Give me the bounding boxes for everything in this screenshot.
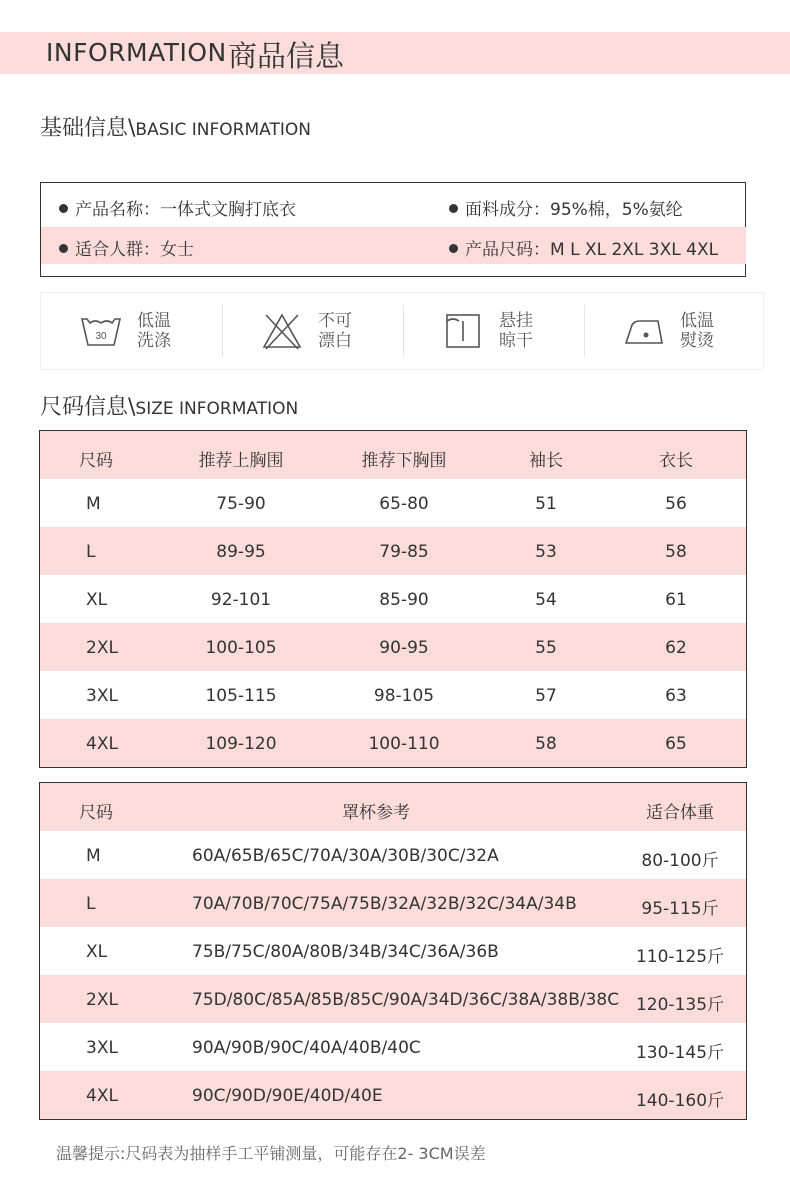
table-cell: 2XL: [86, 990, 118, 1010]
table-cell: 120-135斤: [635, 995, 725, 1015]
basic-info-item: [449, 195, 683, 220]
banner-title-en: INFORMATION: [46, 38, 227, 67]
basic-info-text: 适合人群：女士: [75, 240, 194, 260]
table-cell: M: [86, 494, 101, 514]
table-cell: 56: [665, 494, 687, 514]
table-cell: M: [86, 846, 101, 866]
table-cell: 75B/75C/80A/80B/34B/34C/36A/36B: [192, 942, 499, 962]
table-row: [40, 575, 746, 623]
bullet-icon: [449, 204, 458, 213]
bullet-icon: [59, 204, 68, 213]
no-bleach-icon: [260, 311, 304, 351]
table-cell: 2XL: [86, 638, 118, 658]
wash-30-icon: [79, 311, 123, 351]
table-cell: 62: [665, 638, 687, 658]
basic-info-title-en: BASIC INFORMATION: [135, 120, 311, 140]
table-cell: 54: [535, 590, 557, 610]
size-info-title-en: SIZE INFORMATION: [135, 399, 299, 419]
low-iron-icon: [622, 311, 666, 351]
table-cell: 58: [665, 542, 687, 562]
table-header-cell: 适合体重: [646, 803, 714, 823]
table-cell: XL: [86, 942, 108, 962]
table-cell: 105-115: [205, 686, 277, 706]
table-row: [40, 831, 746, 879]
table-cell: 140-160斤: [635, 1091, 725, 1111]
table-header-cell: 推荐下胸围: [361, 451, 447, 471]
table-cell: 85-90: [379, 590, 429, 610]
table-header-cell: 袖长: [529, 451, 563, 471]
table-header-row: [40, 431, 746, 479]
table-cell: 58: [535, 734, 557, 754]
table-cell: 89-95: [216, 542, 266, 562]
basic-info-title-cn: 基础信息\: [40, 116, 136, 141]
care-item-bleach: [222, 293, 403, 369]
basic-info-item: [59, 195, 296, 220]
table-cell: 75D/80C/85A/85B/85C/90A/34D/36C/38A/38B/38C: [192, 990, 620, 1010]
table-row: [40, 879, 746, 927]
bullet-icon: [449, 244, 458, 253]
basic-info-title: [40, 111, 311, 142]
table-cell: 51: [535, 494, 557, 514]
size-note: 温馨提示:尺码表为抽样手工平铺测量，可能存在2- 3CM误差: [56, 1144, 486, 1163]
table-cell: 4XL: [86, 1086, 118, 1106]
table-cell: 61: [665, 590, 687, 610]
table-cell: L: [86, 542, 96, 562]
table-cell: 3XL: [86, 686, 118, 706]
table-cell: 63: [665, 686, 687, 706]
table-header-cell: 尺码: [79, 803, 113, 823]
table-cell: L: [86, 894, 96, 914]
table-cell: 98-105: [373, 686, 435, 706]
cup-table: [39, 782, 747, 1120]
table-row: [40, 975, 746, 1023]
basic-info-text: 产品尺码：M L XL 2XL 3XL 4XL: [465, 240, 719, 260]
care-item-dry: [403, 293, 584, 369]
care-item-iron: [584, 293, 765, 369]
table-cell: 3XL: [86, 1038, 118, 1058]
table-row: [40, 1023, 746, 1071]
table-cell: 100-105: [205, 638, 277, 658]
basic-info-item: [449, 235, 718, 260]
basic-info-text: 产品名称：一体式文胸打底衣: [75, 200, 296, 220]
care-label: 悬挂 晾干: [499, 311, 533, 351]
table-row: [40, 671, 746, 719]
table-cell: 92-101: [210, 590, 272, 610]
bullet-icon: [59, 244, 68, 253]
table-cell: 110-125斤: [635, 947, 725, 967]
table-row: [40, 927, 746, 975]
basic-info-row: [41, 187, 746, 224]
table-cell: 79-85: [379, 542, 429, 562]
table-cell: 70A/70B/70C/75A/75B/32A/32B/32C/34A/34B: [192, 894, 577, 914]
table-cell: 95-115斤: [641, 899, 719, 919]
table-cell: 55: [535, 638, 557, 658]
hang-dry-icon: [441, 311, 485, 351]
basic-info-row: [41, 227, 746, 264]
basic-info-item: [59, 235, 194, 260]
care-item-wash: [41, 293, 222, 369]
care-label: 低温 熨烫: [680, 311, 714, 351]
table-cell: 90-95: [379, 638, 429, 658]
table-cell: XL: [86, 590, 108, 610]
size-info-title-cn: 尺码信息\: [40, 395, 136, 420]
care-label: 不可 漂白: [318, 311, 352, 351]
basic-info-box: [40, 182, 746, 277]
table-row: [40, 719, 746, 767]
table-cell: 75-90: [216, 494, 266, 514]
care-instructions: [40, 292, 764, 370]
size-info-title: [40, 390, 298, 421]
care-label: 低温 洗涤: [137, 311, 171, 351]
table-row: [40, 1071, 746, 1119]
table-cell: 90C/90D/90E/40D/40E: [192, 1086, 383, 1106]
table-cell: 53: [535, 542, 557, 562]
table-header-cell: 尺码: [79, 451, 113, 471]
table-header-cell: 衣长: [659, 451, 693, 471]
header-banner: [0, 32, 790, 74]
table-cell: 130-145斤: [635, 1043, 725, 1063]
table-row: [40, 479, 746, 527]
table-cell: 100-110: [368, 734, 440, 754]
table-header-row: [40, 783, 746, 831]
table-row: [40, 623, 746, 671]
table-cell: 65: [665, 734, 687, 754]
table-header-cell: 推荐上胸围: [198, 451, 284, 471]
size-table: [39, 430, 747, 768]
table-cell: 57: [535, 686, 557, 706]
table-row: [40, 527, 746, 575]
table-cell: 60A/65B/65C/70A/30A/30B/30C/32A: [192, 846, 499, 866]
table-cell: 90A/90B/90C/40A/40B/40C: [192, 1038, 421, 1058]
svg-text:30: 30: [95, 331, 107, 342]
table-cell: 80-100斤: [641, 851, 719, 871]
banner-title-cn: 商品信息: [228, 39, 345, 73]
table-cell: 109-120: [205, 734, 277, 754]
table-cell: 4XL: [86, 734, 118, 754]
basic-info-text: 面料成分：95%棉，5%氨纶: [465, 200, 683, 220]
table-header-cell: 罩杯参考: [342, 803, 410, 823]
table-cell: 65-80: [379, 494, 429, 514]
